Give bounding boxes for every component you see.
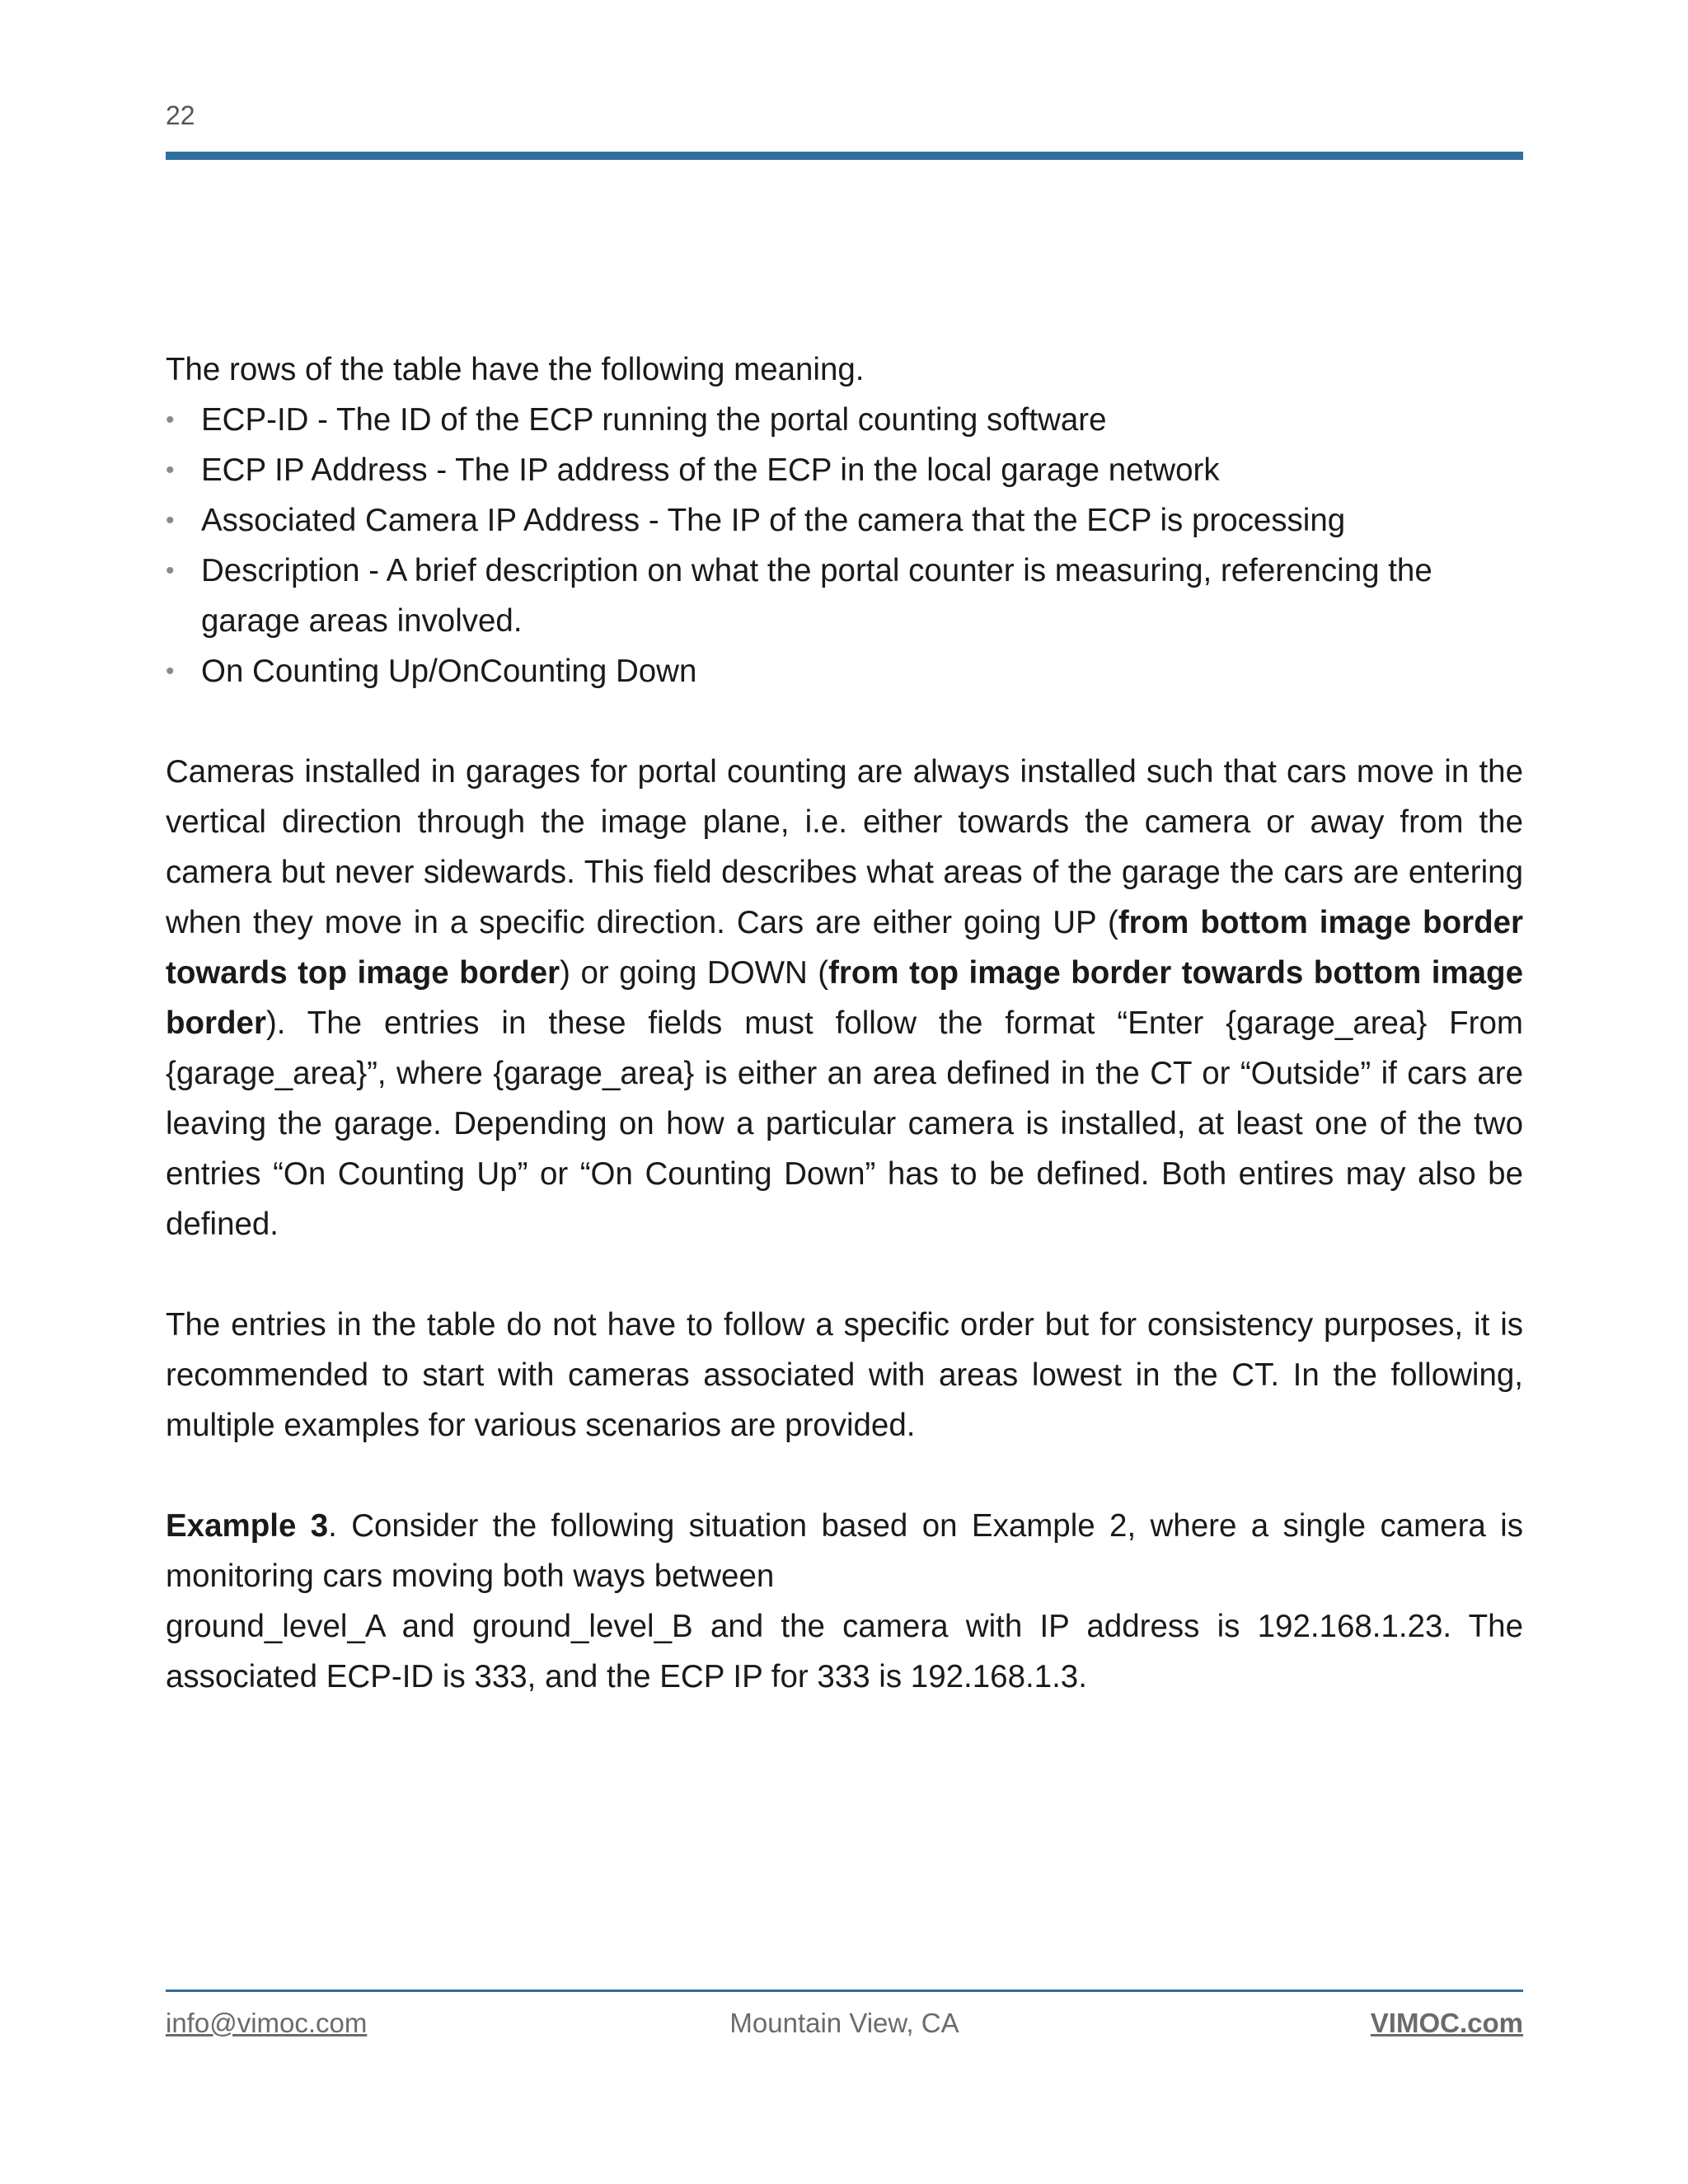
bullet-icon: • bbox=[166, 658, 175, 685]
bold-down-direction: from top image border towards bottom image border bbox=[166, 955, 1523, 1041]
header-divider bbox=[166, 152, 1523, 160]
example-text: . Consider the following situation based on Example 2, where a single camera is monitoring cars moving both ways between bbox=[166, 1508, 1523, 1594]
example-label: Example 3 bbox=[166, 1508, 329, 1544]
list-item bbox=[166, 546, 1523, 646]
bullet-icon: • bbox=[166, 406, 175, 434]
intro-text: The rows of the table have the following meaning. bbox=[166, 352, 865, 387]
table-order-paragraph: The entries in the table do not have to follow a specific order but for consistency purposes, it is recommended to start with cameras associated with areas lowest in the CT. In the following, multiple examples for various scenarios are provided. bbox=[166, 1307, 1523, 1443]
example-paragraph bbox=[166, 1501, 1523, 1601]
bullet-icon: • bbox=[166, 557, 175, 584]
list-item bbox=[166, 646, 1523, 696]
meaning-list bbox=[166, 395, 1523, 696]
list-item bbox=[166, 395, 1523, 445]
location-text: Mountain View, CA bbox=[729, 2008, 959, 2038]
para-text: ). The entries in these fields must follow the format “Enter {garage_area} From {garage_area}”, where {garage_area} is either an area defined in the CT or “Outside” if cars are leaving the garage. Depending on how a particular camera is installed, at least one of the two entries “On Counting Up” or “On Counting Down” has to be defined. Both entires may also be defined. bbox=[166, 1005, 1523, 1242]
page-body bbox=[166, 344, 1523, 1702]
list-item bbox=[166, 445, 1523, 495]
list-item-text: Description - A brief description on what the portal counter is measuring, referencing the garage areas involved. bbox=[201, 553, 1432, 639]
footer-divider bbox=[166, 1990, 1523, 1992]
bullet-icon: • bbox=[166, 457, 175, 484]
para-text: Cameras installed in garages for portal counting are always installed such that cars move in the vertical direction through the image plane, i.e. either towards the camera or away from the camera but never sidewards. This field describes what areas of the garage the cars are entering when they move in a specific direction. Cars are either going UP ( bbox=[166, 754, 1523, 940]
list-item-text: ECP IP Address - The IP address of the ECP in the local garage network bbox=[201, 452, 1220, 488]
page-number: 22 bbox=[166, 101, 195, 130]
footer bbox=[166, 2008, 1523, 2044]
email-link[interactable]: info@vimoc.com bbox=[166, 2008, 368, 2038]
bold-up-direction: from bottom image border towards top image border bbox=[166, 905, 1523, 991]
website-link[interactable]: VIMOC.com bbox=[1370, 2008, 1523, 2038]
list-item-text: On Counting Up/OnCounting Down bbox=[201, 654, 697, 689]
bullet-icon: • bbox=[166, 507, 175, 534]
camera-installation-paragraph bbox=[166, 747, 1523, 1249]
list-item-text: ECP-ID - The ID of the ECP running the portal counting software bbox=[201, 402, 1107, 438]
list-item bbox=[166, 495, 1523, 546]
list-item-text: Associated Camera IP Address - The IP of the camera that the ECP is processing bbox=[201, 503, 1346, 538]
example-paragraph-continued: ground_level_A and ground_level_B and the camera with IP address is 192.168.1.23. The associated ECP-ID is 333, and the ECP IP for 333 is 192.168.1.3. bbox=[166, 1609, 1523, 1694]
para-text: ) or going DOWN ( bbox=[560, 955, 829, 991]
